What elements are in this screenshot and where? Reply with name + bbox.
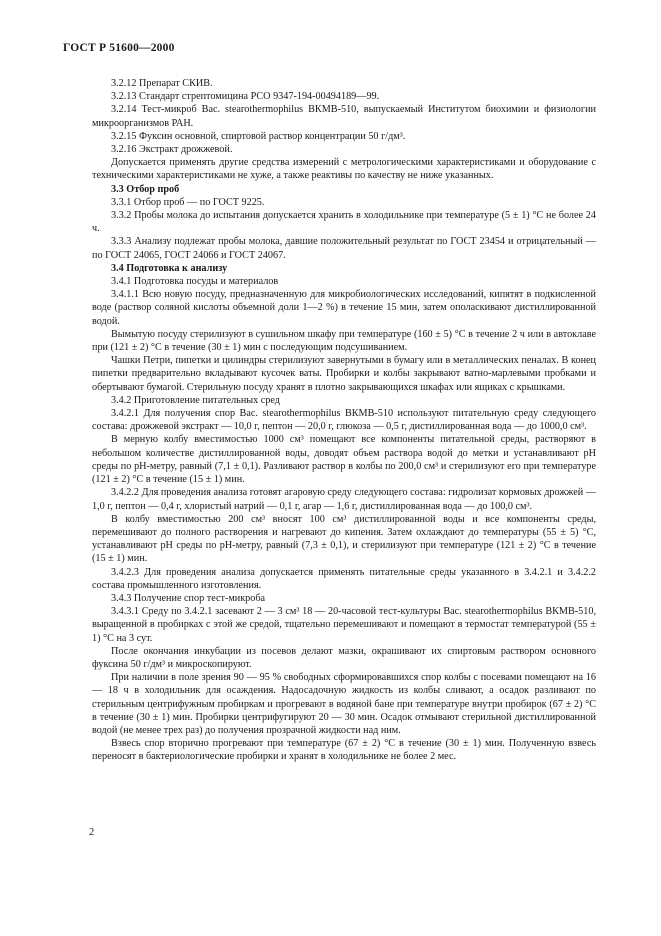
paragraph: 3.4.2.3 Для проведения анализа допускается применять питательные среды указанного в 3.4.2.1 и 3.4.2.2 состава промышленного изготовления. bbox=[92, 566, 596, 591]
paragraph: 3.2.12 Препарат СКИВ. bbox=[111, 78, 213, 89]
paragraph: 3.3.3 Анализу подлежат пробы молока, давшие положительный результат по ГОСТ 23454 и отрицательный — по ГОСТ 24065, ГОСТ 24066 и ГОСТ 24067. bbox=[92, 236, 596, 261]
document-body bbox=[92, 77, 596, 764]
paragraph: 3.4.1 Подготовка посуды и материалов bbox=[111, 276, 279, 288]
paragraph: При наличии в поле зрения 90 — 95 % свободных сформировавшихся спор колбы с посевами помещают на 16 — 18 ч в холодильник для осаждения. Надосадочную жидкость из колбы сливают, а осадок разливают по стерильным центрифужным пробиркам и прогревают в водяной бане при температуре внутри пробирок (67 ± 2) °С в течение (30 ± 1) мин. Пробирки центрифугируют 20 — 30 мин. Осадок отмывают стерильной дистиллированной водой (не менее трех раз) до получения прозрачной жидкости над ним. bbox=[92, 672, 596, 736]
paragraph: 3.2.13 Стандарт стрептомицина РСО 9347-194-00494189—99. bbox=[111, 91, 380, 103]
paragraph: В колбу вместимостью 200 см³ вносят 100 см³ дистиллированной воды и все компоненты среды, перемешивают до полного растворения и нагревают до кипения. Затем охлаждают до температуры (55 ± 5) °С, устанавливают рН среды по рН-метру, равный (7,3 ± 0,1), и стерилизуют при температуре (121 ± 2) °С в течение (15 ± 1) мин. bbox=[92, 513, 596, 565]
page-number: 2 bbox=[89, 827, 95, 838]
paragraph: 3.2.14 Тест-микроб Bac. stearothermophilus ВКМВ-510, выпускаемый Институтом биохимии и физиологии микроорганизмов РАН. bbox=[92, 104, 596, 129]
paragraph: Чашки Петри, пипетки и цилиндры стерилизуют завернутыми в бумагу или в металлических пеналах. В конец пипетки предварительно вкладывают кусочек ваты. Пробирки и колбы закрывают ватно-марлевыми пробками и обертывают бумагой. Стерильную посуду хранят в плотно закрывающихся шкафах или ящиках с крышками. bbox=[92, 355, 596, 393]
paragraph: В мерную колбу вместимостью 1000 см³ помещают все компоненты питательной среды, растворяют в небольшом количестве дистиллированной воды, доводят объем раствора водой до метки и устанавливают рН среды по рН-метру, равный (7,1 ± 0,1). Разливают раствор в колбы по 200,0 см³ и стерилизуют его при температуре (121 ± 2) °С в течение (15 ± 1) мин. bbox=[92, 434, 596, 486]
section-heading: 3.4 Подготовка к анализу bbox=[111, 262, 228, 274]
document-header: ГОСТ Р 51600—2000 bbox=[63, 42, 175, 54]
paragraph: 3.4.2 Приготовление питательных сред bbox=[111, 394, 280, 406]
paragraph: Вымытую посуду стерилизуют в сушильном шкафу при температуре (160 ± 5) °С в течение 2 ч или в автоклаве при (121 ± 2) °С в течение (30 ± 1) мин с последующим подсушиванием. bbox=[92, 328, 596, 354]
paragraph: 3.4.2.2 Для проведения анализа готовят агаровую среду следующего состава: гидролизат кормовых дрожжей — 1,0 г, пептон — 0,4 г, хлористый натрий — 0,1 г, агар — 1,6 г, дистиллированная вода — до 100,0 см³. bbox=[92, 487, 596, 512]
paragraph: После окончания инкубации из посевов делают мазки, окрашивают их спиртовым раствором основного фуксина 50 г/дм³ и микроскопируют. bbox=[92, 645, 596, 670]
paragraph: Допускается применять другие средства измерений с метрологическими характеристиками и оборудование с техническими характеристиками не хуже, а также реактивы по качеству не ниже указанных. bbox=[92, 157, 596, 182]
paragraph: 3.4.3.1 Среду по 3.4.2.1 засевают 2 — 3 см³ 18 — 20-часовой тест-культуры Bac. stearothermophilus ВКМВ-510, выращенной в пробирках с этой же средой, тщательно перемешивают и помещают в термостат температурой (55 ± 1) °С на 3 сут. bbox=[92, 606, 596, 644]
paragraph: 3.4.2.1 Для получения спор Bac. stearothermophilus ВКМВ-510 используют питательную среду следующего состава: дрожжевой экстракт — 10,0 г, пептон — 20,0 г, глюкоза — 0,5 г, дистиллированная вода — до 1000,0 см³. bbox=[92, 408, 596, 433]
paragraph: 3.3.1 Отбор проб — по ГОСТ 9225. bbox=[111, 196, 265, 208]
paragraph: 3.2.16 Экстракт дрожжевой. bbox=[111, 144, 233, 156]
paragraph: 3.2.15 Фуксин основной, спиртовой раствор концентрации 50 г/дм³. bbox=[111, 130, 406, 142]
section-heading: 3.3 Отбор проб bbox=[111, 183, 180, 195]
paragraph: 3.4.3 Получение спор тест-микроба bbox=[111, 592, 266, 604]
paragraph: 3.3.2 Пробы молока до испытания допускается хранить в холодильнике при температуре (5 ± 1) °С не более 24 ч. bbox=[92, 210, 596, 235]
paragraph: Взвесь спор вторично прогревают при температуре (67 ± 2) °С в течение (30 ± 1) мин. Полученную взвесь переносят в бактериологические пробирки и хранят в холодильнике не более 2 мес. bbox=[92, 738, 596, 763]
paragraph: 3.4.1.1 Всю новую посуду, предназначенную для микробиологических исследований, кипятят в подкисленной воде (раствор соляной кислоты объемной доли 1—2 %) в течение 15 мин, затем ополаскивают дистиллированной водой. bbox=[92, 289, 596, 327]
